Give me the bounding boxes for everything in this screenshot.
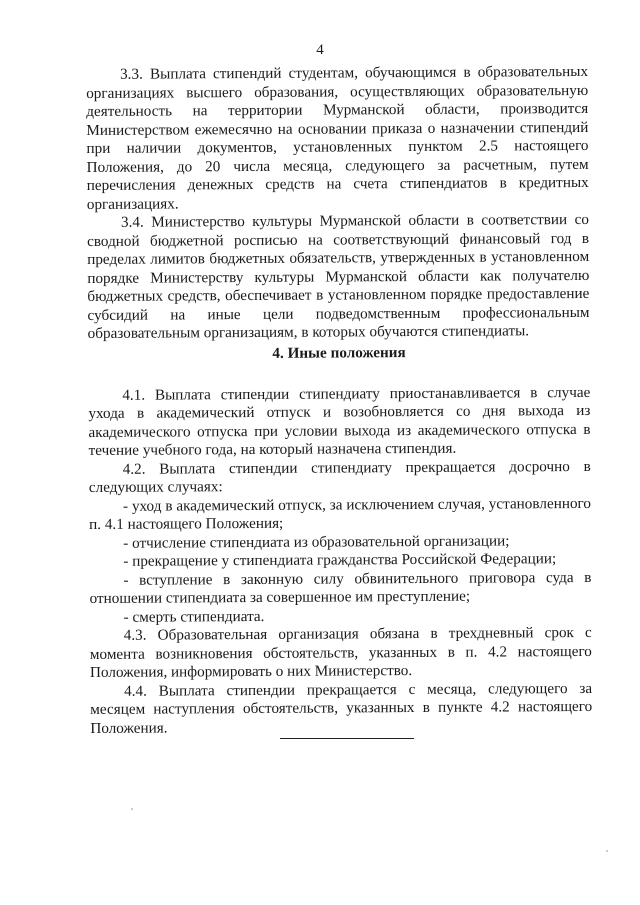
paragraph-4-2: 4.2. Выплата стипендии стипендиату прекращается досрочно в следующих случаях:: [88, 457, 591, 496]
paragraph-4-4: 4.4. Выплата стипендии прекращается с месяца, следующего за месяцем наступления обстоятельств, указанных в пункте 4.2 настоящего Положения.: [90, 679, 593, 737]
list-item: - прекращение у стипендиата гражданства Российской Федерации;: [123, 550, 557, 570]
list-item: - уход в академический отпуск, за исключением случая, установленного п. 4.1 настоящего Положения;: [89, 494, 592, 533]
page-number: 4: [316, 42, 324, 58]
list-item: - смерть стипендиата.: [123, 607, 265, 626]
section-4-heading: 4. Иные положения: [272, 344, 406, 362]
scan-speck: [606, 850, 608, 852]
list-item: - отчисление стипендиата из образовательной организации;: [123, 531, 510, 552]
list-item: - вступление в законную силу обвинительного приговора суда в отношении стипендиата за совершенное им преступление;: [89, 568, 592, 607]
paragraph-3-4: 3.4. Министерство культуры Мурманской области в соответствии со сводной бюджетной росписью на соответствующий финансовый год в пределах лимитов бюджетных обязательств, утвержденных в установленном порядке Министерству культуры Мурманской области как получателю бюджетных средств, обеспечивает в установленном порядке предоставление субсидий на иные цели подведомственным профессиональным образовательным организациям, в которых обучаются стипендиаты.: [87, 210, 590, 342]
paragraph-4-1: 4.1. Выплата стипендии стипендиату приостанавливается в случае ухода в академический отпуск и возобновляется со дня выхода из академического отпуска при условии выхода из академического отпуска в течение учебного года, на который назначена стипендия.: [88, 383, 591, 459]
end-divider: [280, 738, 414, 739]
paragraph-3-3: 3.3. Выплата стипендий студентам, обучающимся в образовательных организациях высшего образования, осуществляющих образовательную деятельность на территории Мурманской области, производится Министерством ежемесячно на основании приказа о назначении стипендий при наличии документов, установленных пунктом 2.5 настоящего Положения, до 20 числа месяца, следующего за расчетным, путем перечисления денежных средств на счета стипендиатов в кредитных организациях.: [86, 62, 589, 213]
paragraph-4-3: 4.3. Образовательная организация обязана в трехдневный срок с момента возникновения обстоятельств, указанных в п. 4.2 настоящего Положения, информировать о них Министерство.: [89, 623, 592, 681]
section-3-continuation: [86, 63, 590, 344]
scan-speck: [131, 808, 133, 810]
section-4: [88, 343, 592, 738]
